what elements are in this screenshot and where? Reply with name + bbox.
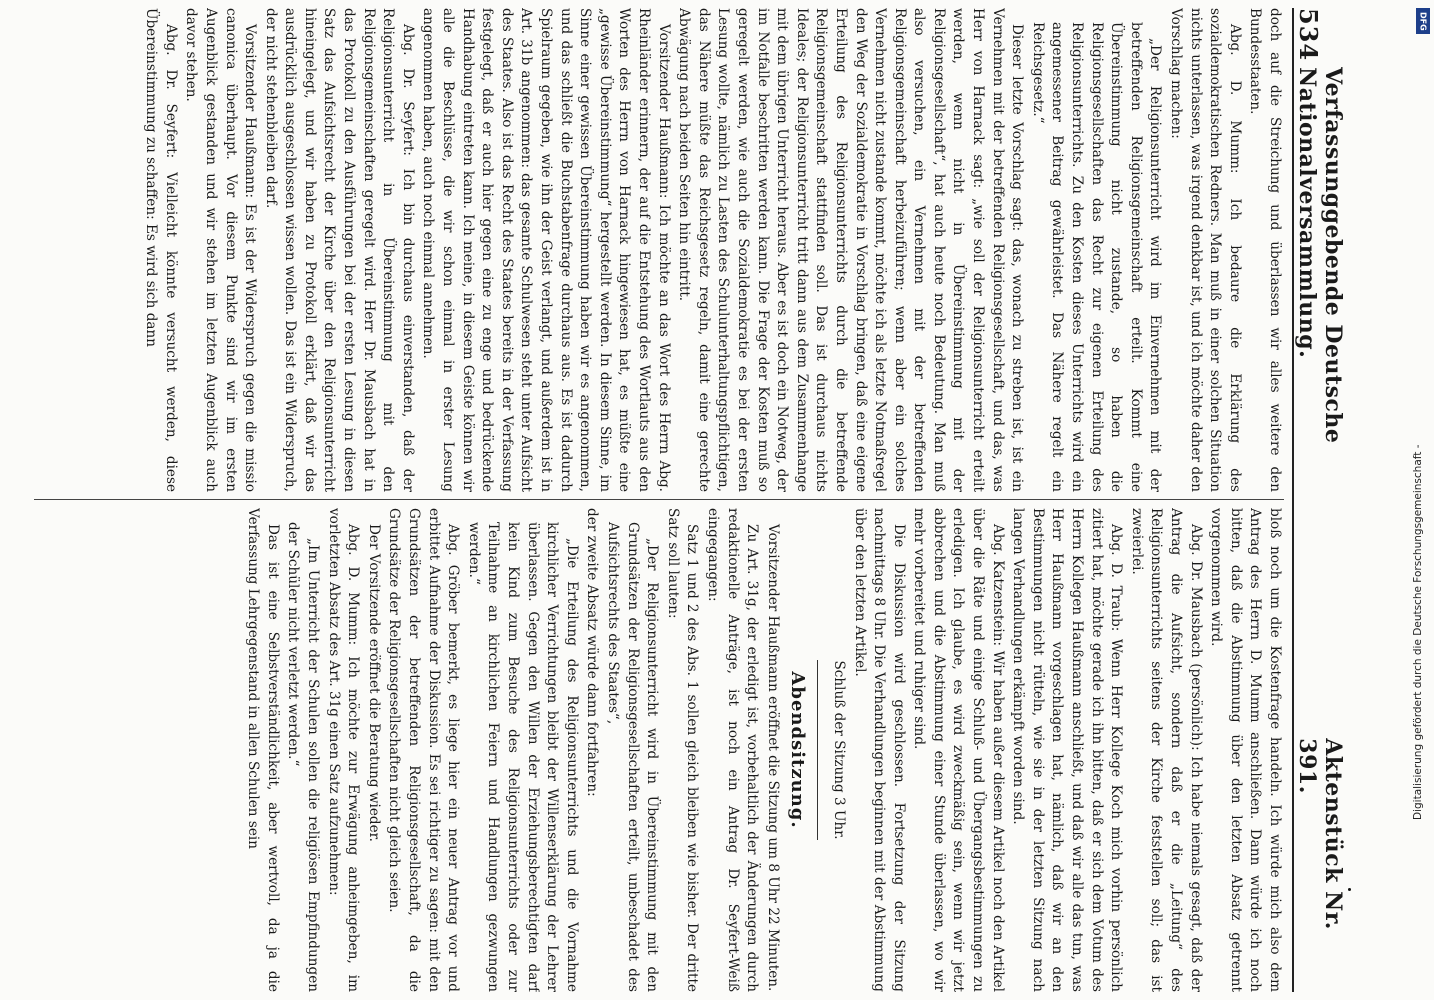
paragraph: Abg. D. Mumm: Ich bedaure die Erklärung des sozialdemokratischen Redners. Man muß in einer solchen Situation nichts unterlassen, was irgend denkbar ist, und ich möchte daher den Vorschlag machen: [1168, 8, 1243, 492]
paragraph: Abg. Dr. Mausbach (persönlich): Ich habe niemals gesagt, daß der Antrag die Aufsicht, sondern daß er die „Leitung“ des Religionsunterrichts seitens der Kirche feststellen soll; das ist zweierlei. [1128, 508, 1204, 992]
paragraph: Abg. D. Traub: Wenn Herr Kollege Koch mich vorhin persönlich zitiert hat, möchte gerade ich ihn bitten, daß er sich dem Votum des Herrn Kollegen Haußmann anschließt, und daß wir alle das tun, was Herr Haußmann vorgeschlagen hat, nämlich, daß wir an den Bestimmungen nicht rütteln, wie sie in der letzten Sitzung nach langen Verhandlungen erkämpft worden sind. [1010, 508, 1125, 992]
digitization-credit [1412, 40, 1430, 820]
quoted-motion: „Der Religionsunterricht wird im Einvernehmen mit der betreffenden Religionsgemeinschaft erteilt. Kommt eine Übereinstimmung nicht zustande, so haben die Religionsgesellschaften das Recht zur eigenen Erteilung des Religionsunterrichts. Zu den Kosten dieses Unterrichts wird ein angemessener Beitrag gewährleistet. Das Nähere regelt ein Reichsgesetz.“ [1029, 22, 1164, 492]
paragraph: Vorsitzender Haußmann eröffnet die Sitzung um 8 Uhr 22 Minuten. [764, 524, 781, 992]
quoted-motion: „Im Unterricht der Schulen sollen die religiösen Empfindungen der Schüler nicht verletzt werden.“ [285, 522, 322, 992]
paragraph: Schluß der Sitzung 3 Uhr. [830, 660, 847, 840]
paragraph: doch auf die Streichung und überlassen wir alles weitere den Bundesstaaten. [1247, 8, 1283, 492]
column-divider [34, 499, 1284, 500]
paragraph: Dieser letzte Vorschlag sagt: das, wonach zu streben ist, ist ein Vernehmen mit der betreffenden Religionsgesellschaft, und das, was Herr von Harnack sagt: „wie soll der Religionsunterricht erteilt werden, wenn nicht in Übereinstimmung mit der Religionsgesellschaft“, hat auch heute noch Bedeutung. Man muß also versuchen, ein Vernehmen mit der betreffenden Religionsgemeinschaft herbeizuführen; wenn aber ein solches Vernehmen nicht zustande kommt, möchte ich als letzte Notmaßregel den Weg der Sozialdemokratie in Vorschlag bringen, daß eine eigene Erteilung des Religionsunterrichts durch die betreffende Religionsgemeinschaft stattfinden soll. Das ist durchaus nichts Ideales; der Religionsunterricht tritt dann aus dem Zusammenhange mit dem übrigen Unterricht heraus. Aber es ist doch ein Notweg, der im Notfalle beschritten werden kann. Die Frage der Kosten muß so geregelt werden, wie auch die Sozialdemokratie es bei der ersten Lesung wollte, nämlich zu Lasten des Schulunterhaltungspflichtigen, das Nähere müßte das Reichsgesetz regeln, damit eine gerechte Abwägung nach beiden Seiten hin eintritt. [676, 8, 1026, 492]
paragraph: Vorsitzender Haußmann: Ich möchte an das Wort des Herrn Abg. Rheinländer erinnern, der auf die Entstehung des Wortlauts aus den Worten des Herrn von Harnack hingewiesen hat, es müßte eine „gewisse Übereinstimmung“ hergestellt werden. In diesem Sinne, im Sinne einer gewissen Übereinstimmung haben wir es angenommen, und das schließt die Buchstabenfrage durchaus aus. Es ist dadurch Spielraum gegeben, wie ihn der Geist verlangt, und außerdem ist in Art. 31b angenommen: das gesamte Schulwesen steht unter Aufsicht des Staates. Also ist das Recht des Staates bereits in der Verfassung festgelegt, daß er auch hier gegen eine zu enge und bedrückende Handhabung eintreten kann. Ich meine, in diesem Geiste können wir alle die Beschlüsse, die wir schon einmal in erster Lesung angenommen haben, auch noch einmal annehmen. [420, 8, 672, 492]
paragraph: Der Vorsitzende eröffnet die Beratung wieder. [365, 524, 382, 842]
section-heading: Abendsitzung. [787, 671, 809, 829]
document-number: Aktenstück Nr. 391. [1294, 738, 1346, 930]
paragraph: Abg. Katzenstein: Wir haben außer diesem Artikel noch den Artikel über die Räte und einige Schluß- und Übergangsbestimmungen zu erledigen. Ich glaube, es wird zweckmäßig sein, wenn wir jetzt abbrechen und die Abstimmung einer Stunde überlassen, wo wir mehr vorbereitet und ruhiger sind. [911, 508, 1006, 992]
right-text-column [34, 508, 1284, 992]
paragraph: der zweite Absatz würde dann fortfahren: [584, 508, 601, 797]
paragraph: Satz 1 und 2 des Abs. 1 sollen gleich bleiben wie bisher. Der dritte Satz soll lauten: [664, 508, 701, 992]
paragraph: Die Diskussion wird geschlossen. Fortsetzung der Sitzung nachmittags 8 Uhr. Die Verhandlungen beginnen mit der Abstimmung über den letzten Artikel. [851, 508, 907, 992]
dfg-logo: DFG [1416, 8, 1430, 34]
quoted-motion: „Der Religionsunterricht wird in Übereinstimmung mit den Grundsätzen der Religionsgesellschaften erteilt, unbeschadet des Aufsichtsrechts des Staates“, [605, 522, 661, 992]
paragraph: Vorsitzender Haußmann: Es ist der Widerspruch gegen die missio canonica überhaupt. Vor diesem Punkte sind wir im ersten Augenblick gestanden und wir stehen im letzten Augenblick auch davor stehen. [183, 8, 259, 492]
paragraph: Abg. Dr. Seyfert: Vielleicht könnte versucht werden, diese Übereinstimmung zu schaffen: Es wird sich dann [143, 8, 179, 492]
section-divider [817, 660, 818, 840]
paragraph: Abg. Gröber bemerkt, es liege hier ein neuer Antrag vor und erbittet Aufnahme der Diskussion. Es sei richtiger zu sagen: mit den Grundsätzen der betreffenden Religionsgesellschaft, da die Grundsätze der Religionsgesellschaften nicht gleich seien. [386, 508, 462, 992]
paragraph: Abg. Dr. Seyfert: Ich bin durchaus einverstanden, daß der Religionsunterricht in Übereinstimmung mit den Religionsgemeinschaften geregelt wird. Herr Dr. Mausbach hat in das Protokoll zu den Ausführungen bei der ersten Lesung in diesen Satz das Aufsichtsrecht der Kirche über den Religionsunterricht hineingelegt, und wir haben zu Protokoll erklärt, daß wir das ausdrücklich ausgeschlossen wissen wollen. Das ist ein Widerspruch, der nicht stehenbleiben darf. [262, 8, 416, 492]
digitization-credit-text: Digitalisierung gefördert durch die Deutsche Forschungsgemeinschaft - [1412, 444, 1424, 820]
paragraph: Zu Art. 31g, der erledigt ist, vorbehaltlich der Änderungen durch redaktionelle Anträge, ist noch ein Antrag Dr. Seyfert-Weiß eingegangen: [704, 508, 761, 992]
scan-speck [1348, 888, 1351, 891]
paragraph: bloß noch um die Kostenfrage handeln. Ich würde mich also dem Antrag des Herrn D. Mumm anschließen. Dann würde ich noch bitten, daß die Abstimmung über den letzten Absatz getrennt vorgenommen wird. [1208, 508, 1283, 992]
paragraph: Abg. D. Mumm: Ich möchte zur Erwägung anheimgeben, im vorletzten Absatz des Art. 31g einen Satz aufzunehmen: [325, 508, 362, 992]
paragraph: Das ist eine Selbstverständlichkeit, aber wertvoll, da ja die Verfassung Lehrgegenstand in allen Schulen sein [245, 508, 281, 992]
left-text-column [34, 8, 1284, 492]
rotated-document-page [22, 0, 1346, 1000]
page-header [1292, 8, 1346, 992]
assembly-title: Verfassunggebende Deutsche Nationalversammlung. [1294, 67, 1346, 444]
quoted-motion: „Die Erteilung des Religionsunterrichts und die Vornahme kirchlicher Verrichtungen bleibt der Willenserklärung der Lehrer überlassen. Gegen den Willen der Erziehungsberechtigten darf kein Kind zum Besuche des Religionsunterrichts oder zur Teilnahme an kirchlichen Feiern und Handlungen gezwungen werden.“ [465, 522, 580, 992]
page-number: 534 [1294, 8, 1323, 62]
